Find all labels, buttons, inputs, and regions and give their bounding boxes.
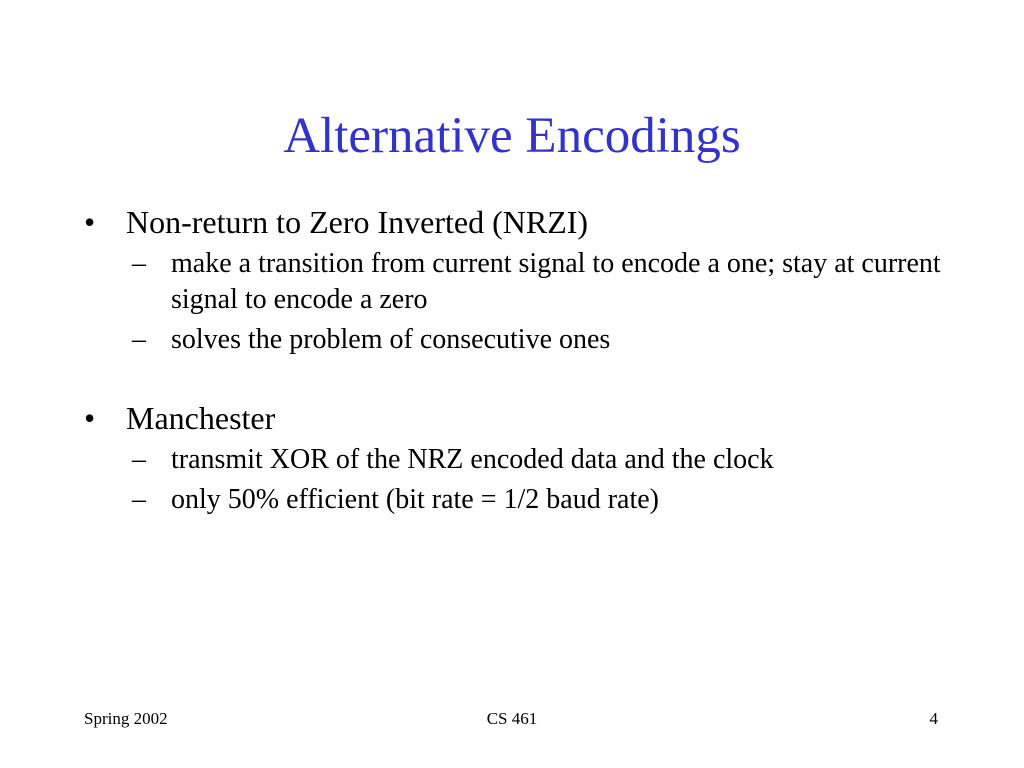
footer-date: Spring 2002 <box>84 709 168 728</box>
dash-icon: – <box>132 444 146 475</box>
bullet-dot-icon: • <box>84 204 96 240</box>
dash-icon: – <box>132 484 146 515</box>
sub-bullet-text: transmit XOR of the NRZ encoded data and the clock <box>171 444 774 475</box>
footer-page-number: 4 <box>929 709 938 728</box>
bullet-text: Manchester <box>126 400 276 436</box>
bullet-manchester <box>84 396 964 440</box>
sub-bullet-text: solves the problem of consecutive ones <box>171 324 611 355</box>
sub-bullet-text: make a transition from current signal to encode a one; stay at current signal to encode a zero <box>171 248 941 315</box>
sub-bullet-text: only 50% efficient (bit rate = 1/2 baud rate) <box>171 484 659 515</box>
dash-icon: – <box>132 248 146 279</box>
footer-course: CS 461 <box>486 709 538 728</box>
slide-title: Alternative Encodings <box>283 108 741 164</box>
bullet-dot-icon: • <box>84 400 96 436</box>
sub-bullet-nrzi-transition <box>84 246 964 318</box>
bullet-nrzi <box>84 200 964 244</box>
sub-bullet-nrzi-solves <box>84 322 964 358</box>
slide-content <box>84 200 964 518</box>
sub-bullet-manchester-xor <box>84 442 964 478</box>
bullet-text: Non-return to Zero Inverted (NRZI) <box>126 204 589 240</box>
sub-bullet-manchester-efficiency <box>84 482 964 518</box>
dash-icon: – <box>132 324 146 355</box>
